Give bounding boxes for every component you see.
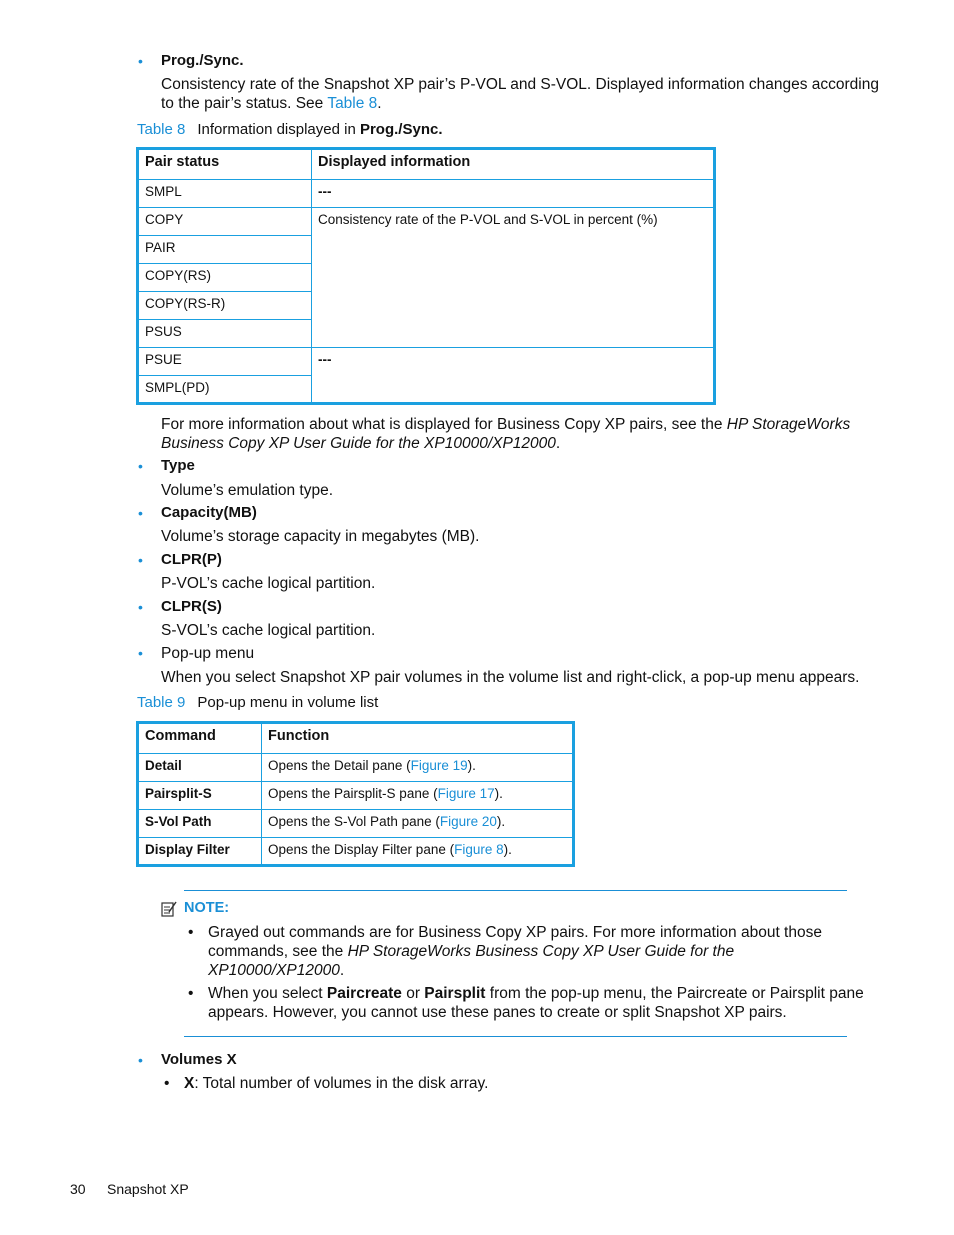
- status-cell: COPY(RS-R): [138, 292, 312, 320]
- header-function: Function: [262, 723, 574, 754]
- text: .: [339, 962, 345, 979]
- status-cell: PSUS: [138, 320, 312, 348]
- header-command: Command: [138, 723, 262, 754]
- text: commands, see the: [208, 943, 348, 960]
- function-cell: [262, 810, 574, 838]
- figure-link[interactable]: Figure 17: [437, 786, 495, 801]
- term-clpr-p: CLPR(P): [161, 551, 222, 568]
- figure-link[interactable]: Figure 20: [439, 814, 497, 829]
- bullet: •: [138, 458, 143, 474]
- text: Opens the Detail pane (: [268, 758, 411, 773]
- more-info-line-1: [161, 415, 850, 434]
- page-number: 30: [70, 1181, 86, 1197]
- text: Opens the S-Vol Path pane (: [268, 814, 440, 829]
- status-cell: SMPL(PD): [138, 376, 312, 404]
- note-b1-line1: Grayed out commands are for Business Copy XP pairs. For more information about those: [208, 924, 822, 941]
- table-9: [136, 721, 575, 867]
- command-cell: Display Filter: [138, 838, 262, 866]
- header-pair-status: Pair status: [138, 149, 312, 180]
- table-8: [136, 147, 716, 405]
- status-cell: PAIR: [138, 236, 312, 264]
- text: from the pop-up menu, the Paircreate or Pairsplit pane: [485, 985, 864, 1002]
- table-8-caption: [137, 121, 443, 138]
- bullet: •: [138, 599, 143, 615]
- info-cell: ---: [312, 348, 715, 404]
- text: Prog./Sync.: [359, 121, 443, 138]
- note-bullet: •: [188, 924, 194, 941]
- term-volumes-x: Volumes X: [161, 1051, 237, 1068]
- status-cell: COPY: [138, 208, 312, 236]
- term-capacity: Capacity(MB): [161, 504, 257, 521]
- text: Opens the Display Filter pane (: [268, 842, 455, 857]
- command-cell: Pairsplit-S: [138, 782, 262, 810]
- text: HP StorageWorks: [726, 416, 851, 433]
- info-cell: ---: [312, 180, 715, 208]
- text: ).: [494, 786, 503, 801]
- term-popup-menu: Pop-up menu: [161, 645, 255, 662]
- table-9-caption: [137, 694, 378, 711]
- status-cell: PSUE: [138, 348, 312, 376]
- footer-title: Snapshot XP: [107, 1181, 189, 1197]
- clpr-p-desc: P-VOL’s cache logical partition.: [161, 575, 376, 592]
- note-b2-line2: appears. However, you cannot use these panes to create or split Snapshot XP pairs.: [208, 1004, 787, 1021]
- figure-link[interactable]: Figure 8: [454, 842, 504, 857]
- volumes-desc: [184, 1074, 488, 1093]
- table-label: Table 9: [137, 694, 186, 711]
- term-prog-sync: Prog./Sync.: [161, 52, 244, 69]
- bullet: •: [138, 1052, 143, 1068]
- status-cell: COPY(RS): [138, 264, 312, 292]
- prog-desc: Consistency rate of the Snapshot XP pair’s P-VOL and S-VOL. Displayed information changes according: [161, 76, 879, 93]
- popup-desc: When you select Snapshot XP pair volumes in the volume list and right-click, a pop-up menu appears.: [161, 669, 860, 686]
- text: Information displayed in: [197, 121, 360, 138]
- note-b1-line2: [208, 942, 734, 961]
- note-icon: [160, 900, 178, 923]
- function-cell: [262, 754, 574, 782]
- text: Business Copy XP User Guide for the XP10000/XP12000: [161, 435, 556, 452]
- text: X: [184, 1075, 195, 1092]
- text: For more information about what is displayed for Business Copy XP pairs, see the: [161, 416, 727, 433]
- text: .: [377, 95, 382, 112]
- note-top-rule: [184, 890, 847, 891]
- capacity-desc: Volume’s storage capacity in megabytes (MB).: [161, 528, 480, 545]
- text: Opens the Pairsplit-S pane (: [268, 786, 438, 801]
- status-cell: SMPL: [138, 180, 312, 208]
- note-b1-line3: [208, 961, 344, 980]
- term-clpr-s: CLPR(S): [161, 598, 222, 615]
- text: .: [555, 435, 561, 452]
- function-cell: [262, 782, 574, 810]
- text: ).: [503, 842, 512, 857]
- info-cell: Consistency rate of the P-VOL and S-VOL in percent (%): [312, 208, 715, 348]
- header-displayed-info: Displayed information: [312, 149, 715, 180]
- command-cell: S-Vol Path: [138, 810, 262, 838]
- note-bullet: •: [188, 985, 194, 1002]
- term-type: Type: [161, 457, 195, 474]
- text: Pairsplit: [424, 985, 486, 1002]
- note-bottom-rule: [184, 1036, 847, 1037]
- text: to the pair’s status. See: [161, 95, 328, 112]
- text: ).: [496, 814, 506, 829]
- bullet: •: [138, 505, 143, 521]
- text: or: [401, 985, 425, 1002]
- command-cell: Detail: [138, 754, 262, 782]
- figure-link[interactable]: Figure 19: [410, 758, 468, 773]
- table-8-link[interactable]: Table 8: [327, 95, 378, 112]
- prog-desc-2: [161, 94, 382, 113]
- text: Pop-up menu in volume list: [197, 694, 379, 711]
- text: ).: [467, 758, 476, 773]
- text: When you select: [208, 985, 327, 1002]
- note-title: NOTE:: [184, 900, 230, 916]
- bullet: •: [138, 53, 143, 69]
- function-cell: [262, 838, 574, 866]
- more-info-line-2: [161, 434, 560, 453]
- bullet: •: [138, 645, 143, 661]
- text: Paircreate: [326, 985, 402, 1002]
- sub-bullet: •: [164, 1075, 170, 1092]
- table-label: Table 8: [137, 121, 186, 138]
- text: XP10000/XP12000: [208, 962, 340, 979]
- text: HP StorageWorks Business Copy XP User Guide for the: [347, 943, 735, 960]
- text: : Total number of volumes in the disk array.: [194, 1075, 489, 1092]
- type-desc: Volume’s emulation type.: [161, 482, 334, 499]
- note-b2-line1: [208, 984, 864, 1003]
- bullet: •: [138, 552, 143, 568]
- clpr-s-desc: S-VOL’s cache logical partition.: [161, 622, 376, 639]
